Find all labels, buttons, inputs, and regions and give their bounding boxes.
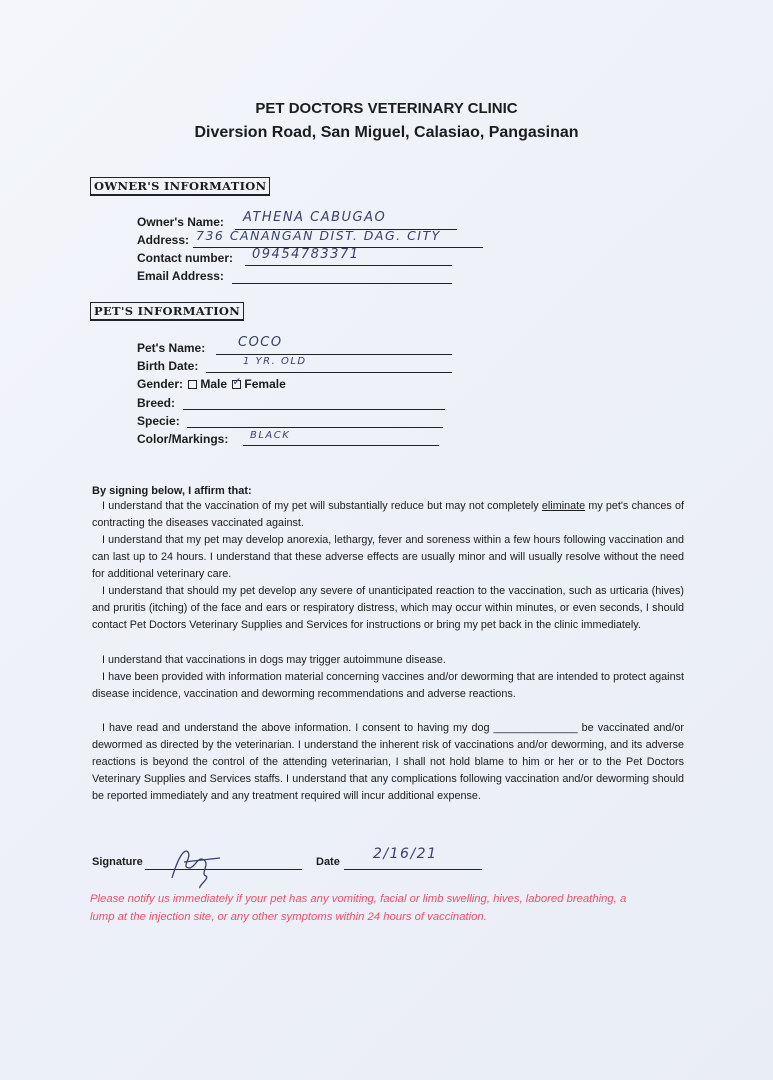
gender-male-checkbox[interactable] bbox=[188, 380, 197, 389]
breed-line bbox=[183, 409, 445, 410]
contact-line bbox=[245, 265, 452, 266]
email-line bbox=[232, 283, 452, 284]
affirm-paragraph-6: I have read and understand the above information. I consent to having my dog ______________ be vaccinated and/or dewormed as directed by the veterinarian. I understand the inherent risk of vaccinations and/or deworming, and its adverse reactions is beyond the control of the attending veterinarian, I shall not hold blame to him or her or to the Pet Doctors Veterinary Supplies and Services staffs. I understand that any complications following vaccination and/or deworming should be reported immediately and any treatment required will incur additional expense. bbox=[92, 722, 684, 802]
date-value: 2/16/21 bbox=[373, 846, 438, 862]
color-label: Color/Markings: bbox=[137, 432, 229, 446]
owner-section-header: OWNER'S INFORMATION bbox=[90, 177, 270, 196]
contact-label: Contact number: bbox=[137, 251, 233, 265]
gender-female-label: Female bbox=[244, 377, 286, 391]
owner-name-label: Owner's Name: bbox=[137, 215, 224, 229]
affirm-paragraph-5: I have been provided with information material concerning vaccines and/or deworming that are intended to protect against disease incidence, vaccination and deworming recommendations and adverse reactions. bbox=[92, 671, 684, 700]
email-label: Email Address: bbox=[137, 269, 224, 283]
affirm-paragraph-3: I understand that should my pet develop any severe of unanticipated reaction to the vaccination, such as urticaria (hives) and pruritis (itching) of the face and ears or respiratory distress, which may occur within minutes, or even seconds, I should contact Pet Doctors Veterinary Supplies and Services for instructions or bring my pet back in the clinic immediately. bbox=[92, 585, 684, 631]
color-value: BLACK bbox=[250, 430, 291, 441]
contact-value: 09454783371 bbox=[252, 247, 360, 262]
owner-name-value: ATHENA CABUGAO bbox=[243, 210, 387, 225]
pet-name-value: COCO bbox=[238, 335, 283, 350]
gender-male-label: Male bbox=[200, 377, 228, 391]
clinic-name: PET DOCTORS VETERINARY CLINIC bbox=[255, 100, 518, 117]
specie-line bbox=[187, 427, 443, 428]
affirm-paragraph-2: I understand that my pet may develop anorexia, lethargy, fever and soreness within a few hours following vaccination and can last up to 24 hours. I understand that these adverse effects are usually minor and will usually resolve without the need for additional veterinary care. bbox=[92, 534, 684, 580]
gender-female-checkbox[interactable] bbox=[232, 376, 242, 389]
date-label: Date bbox=[316, 856, 340, 868]
affirm-p1-text: I understand that the vaccination of my pet will substantially reduce but may not completely bbox=[102, 500, 539, 512]
specie-label: Specie: bbox=[137, 414, 180, 428]
pet-name-line bbox=[216, 354, 452, 355]
check-mark-icon: ✓ bbox=[232, 376, 242, 389]
affirm-p1-rest: my pet's chances of contracting the diseases vaccinated against. bbox=[92, 500, 684, 529]
signature-label: Signature bbox=[92, 856, 143, 868]
handwritten-signature bbox=[160, 838, 230, 890]
affirm-p1-underlined: eliminate bbox=[541, 500, 586, 512]
birth-date-value: 1 YR. OLD bbox=[243, 356, 307, 367]
gender-label: Gender: bbox=[137, 377, 184, 391]
gender-row bbox=[137, 377, 286, 391]
color-line bbox=[243, 445, 439, 446]
pet-name-label: Pet's Name: bbox=[137, 341, 206, 355]
affirm-paragraph-4: I understand that vaccinations in dogs may trigger autoimmune disease. bbox=[102, 654, 446, 666]
birth-date-label: Birth Date: bbox=[137, 359, 199, 373]
address-label: Address: bbox=[137, 233, 190, 247]
affirm-title: By signing below, I affirm that: bbox=[92, 485, 252, 497]
notice-text: Please notify us immediately if your pet has any vomiting, facial or limb swelling, hives, labored breathing, a lump at the injection site, or any other symptoms within 24 hours of vaccination. bbox=[90, 893, 627, 923]
affirm-paragraph-1 bbox=[92, 498, 684, 532]
date-line bbox=[344, 869, 482, 870]
breed-label: Breed: bbox=[137, 396, 176, 410]
birth-date-line bbox=[206, 372, 452, 373]
address-value: 736 CANANGAN DIST. DAG. CITY bbox=[196, 228, 441, 243]
pet-section-header: PET'S INFORMATION bbox=[90, 302, 244, 321]
clinic-address: Diversion Road, San Miguel, Calasiao, Pangasinan bbox=[194, 124, 579, 141]
